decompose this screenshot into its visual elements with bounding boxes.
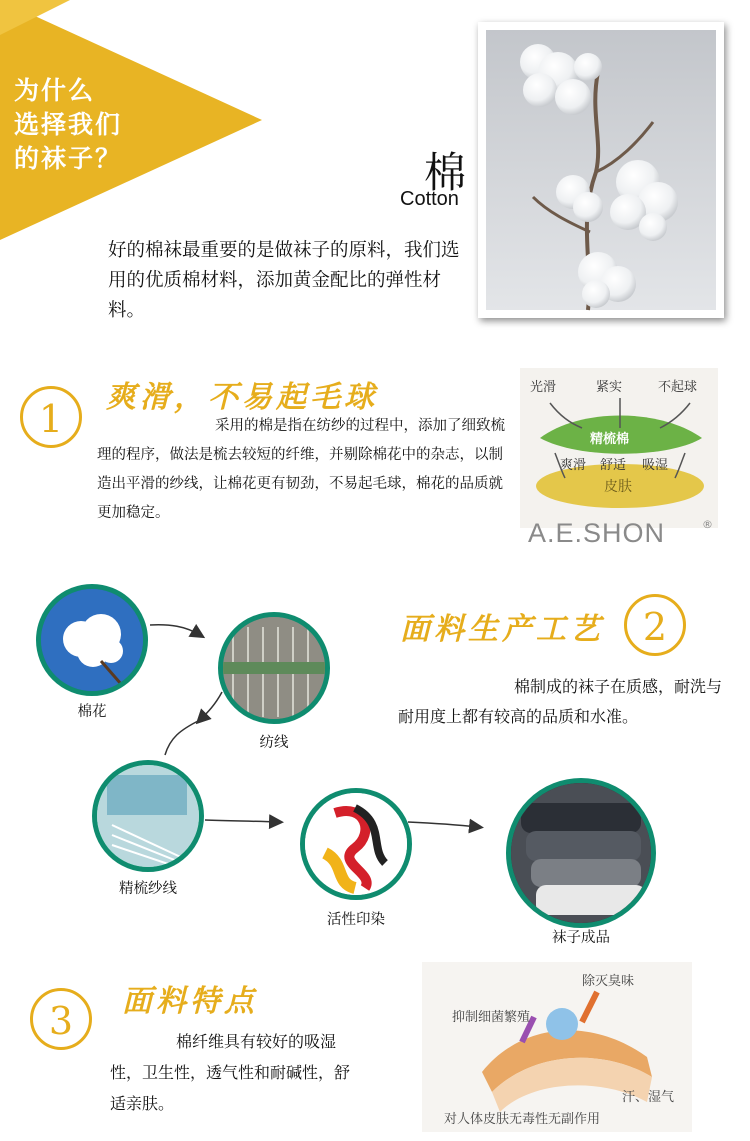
yarn-machine-icon bbox=[97, 765, 199, 867]
step-combed-yarn-label: 精梳纱线 bbox=[119, 881, 177, 897]
dye-ink-icon bbox=[305, 793, 407, 895]
diagram-label-no-pilling: 不起球 bbox=[658, 380, 698, 395]
diagram-label-firm: 紧实 bbox=[596, 380, 623, 395]
feature-label-nontoxic: 对人体皮肤无毒性无副作用 bbox=[444, 1112, 601, 1127]
section2-number-badge: 2 bbox=[624, 594, 686, 656]
header-line-3: 的袜子？ bbox=[14, 144, 123, 173]
material-intro: 好的棉袜最重要的是做袜子的原料，我们选用的优质棉材料，添加黄金配比的弹性材料。 bbox=[108, 240, 460, 321]
feature-label-antibacterial: 抑制细菌繁殖 bbox=[452, 1010, 531, 1025]
spinning-machine-icon bbox=[223, 617, 325, 719]
section1-text: 采用的棉是指在纺纱的过程中，添加了细致梳理的程序，做法是梳去较短的纤维，并剔除棉花中的杂志，以制造出平滑的纱线，让棉花更有韧劲，不易起毛球，棉花的品质就更加稳定。 bbox=[97, 418, 505, 521]
feature-label-deodorize: 除灭臭味 bbox=[582, 974, 635, 989]
material-name-zh: 棉 bbox=[424, 148, 467, 197]
diagram-label-combed: 精梳棉 bbox=[590, 432, 630, 447]
step-dyeing-image bbox=[300, 788, 412, 900]
step-dyeing-label: 活性印染 bbox=[327, 912, 385, 928]
brand-registered-mark: ® bbox=[702, 518, 713, 531]
section3-number-badge: 3 bbox=[30, 988, 92, 1050]
diagram-label-absorb: 吸湿 bbox=[642, 458, 669, 473]
header-line-2: 选择我们 bbox=[14, 110, 123, 139]
step-combed-yarn-image bbox=[92, 760, 204, 872]
cotton-plant-photo bbox=[478, 22, 724, 318]
feature-label-sweat: 汗、湿气 bbox=[622, 1090, 675, 1105]
brand-logo: A.E.SHON bbox=[528, 518, 666, 548]
fabric-features-diagram bbox=[422, 962, 692, 1132]
step-cotton-image bbox=[36, 584, 148, 696]
cotton-plant-illustration bbox=[478, 22, 724, 318]
header-line-1: 为什么 bbox=[14, 76, 96, 105]
diagram-label-skin: 皮肤 bbox=[604, 479, 632, 495]
section1-title: 爽滑，不易起毛球 bbox=[106, 380, 378, 415]
section3-text: 棉纤维具有较好的吸湿性，卫生性，透气性和耐碱性，舒适亲肤。 bbox=[110, 1032, 351, 1113]
step-socks-image bbox=[506, 778, 656, 928]
diagram-label-cool: 爽滑 bbox=[560, 458, 587, 473]
section1-number-badge: 1 bbox=[20, 386, 82, 448]
section2-text: 棉制成的袜子在质感，耐洗与耐用度上都有较高的品质和水准。 bbox=[398, 677, 723, 726]
section2-title: 面料生产工艺 bbox=[400, 612, 604, 647]
combed-cotton-diagram bbox=[520, 368, 718, 568]
material-name-en: Cotton bbox=[400, 188, 459, 210]
section3-title: 面料特点 bbox=[122, 984, 258, 1019]
diagram-label-smooth: 光滑 bbox=[530, 380, 557, 395]
step-socks-label: 袜子成品 bbox=[552, 930, 610, 946]
fabric-layers-graphic bbox=[422, 962, 692, 1132]
socks-stack-icon bbox=[511, 783, 651, 923]
cotton-boll-icon bbox=[41, 589, 143, 691]
step-spinning-image bbox=[218, 612, 330, 724]
diagram-label-comfort: 舒适 bbox=[600, 458, 627, 473]
step-spinning-label: 纺线 bbox=[259, 735, 289, 751]
step-cotton-label: 棉花 bbox=[77, 704, 107, 720]
